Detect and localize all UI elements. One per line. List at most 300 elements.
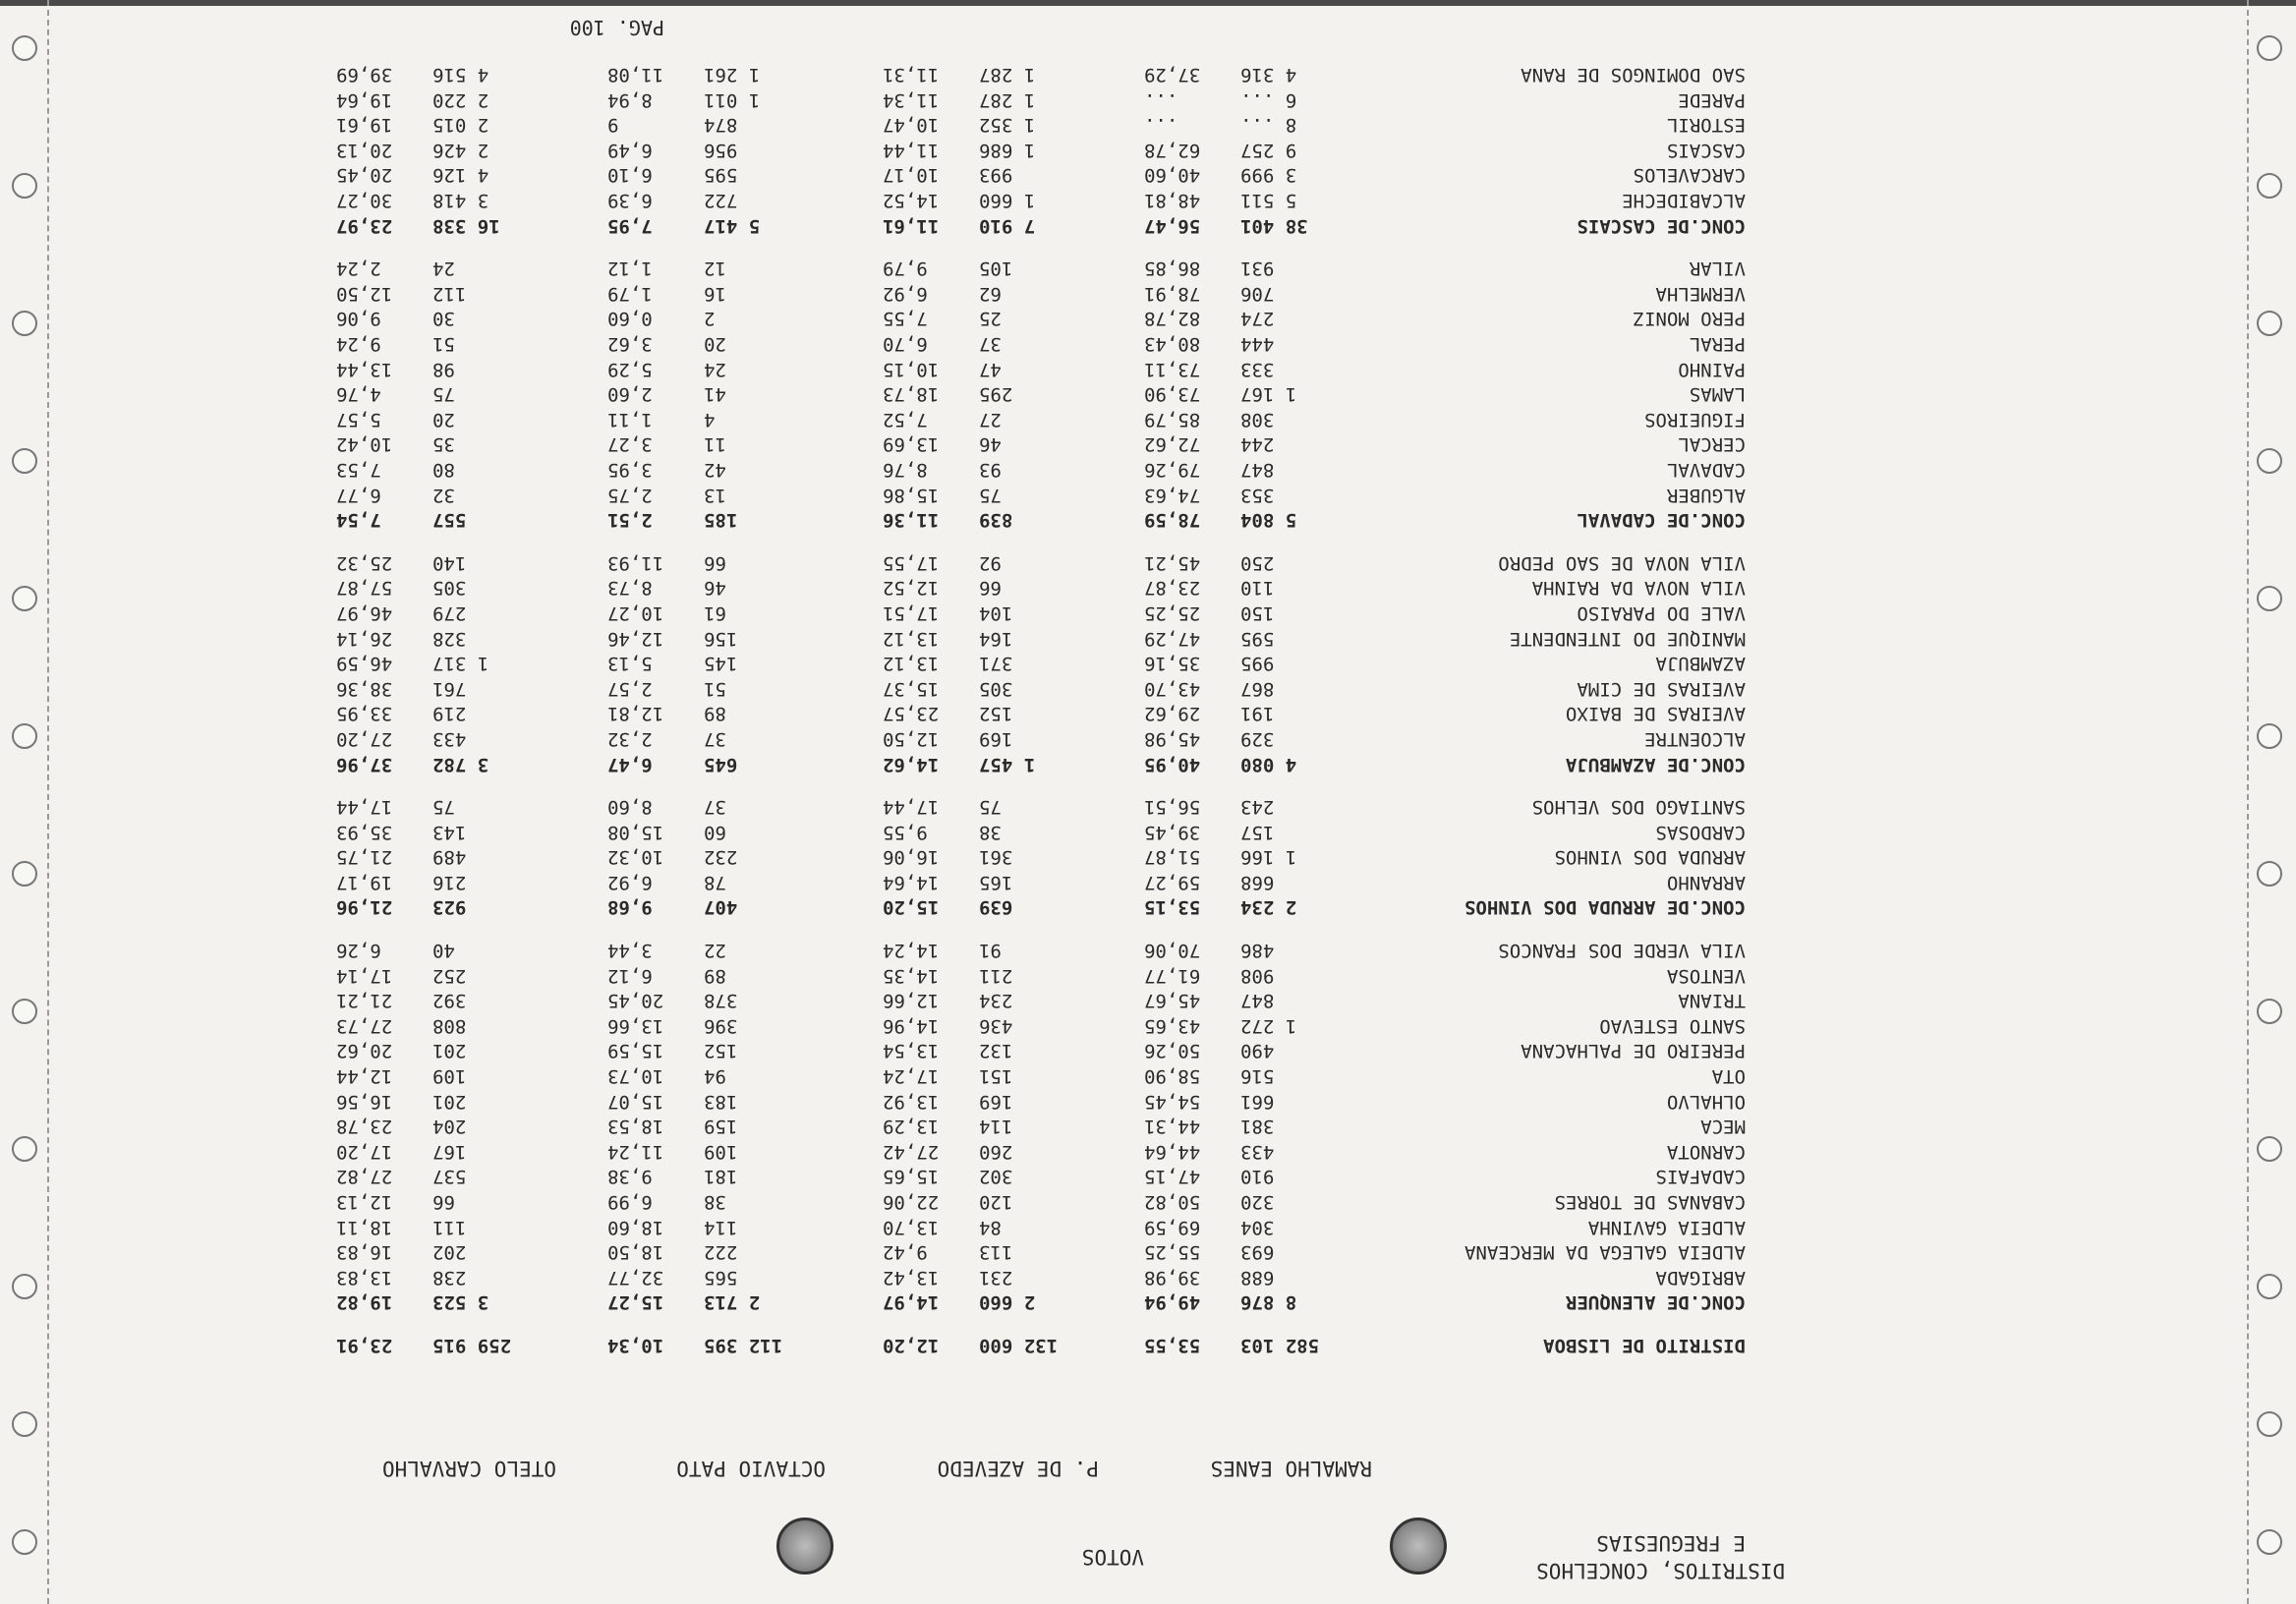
row-spacer — [0, 531, 2296, 548]
paper-top-edge — [0, 0, 2296, 6]
votes-cell: 60 — [704, 821, 726, 843]
votes-cell: 3 782 — [432, 753, 489, 775]
row-spacer — [0, 1313, 2296, 1331]
percent-cell: 11,44 — [883, 139, 940, 161]
percent-cell: 11,24 — [607, 1140, 664, 1163]
percent-cell: 13,70 — [883, 1216, 940, 1238]
percent-cell: 45,98 — [1144, 727, 1201, 750]
parish-name: CONC.DE CASCAIS — [1577, 214, 1746, 237]
table-row — [0, 1137, 2296, 1163]
percent-cell: 6,47 — [607, 753, 653, 775]
votes-cell: 159 — [704, 1116, 738, 1138]
votes-cell: 114 — [979, 1116, 1013, 1138]
votes-cell: 250 — [1240, 551, 1275, 574]
table-row — [0, 1163, 2296, 1188]
parish-name: PAREDE — [1678, 88, 1746, 111]
percent-cell: 20,13 — [336, 139, 393, 161]
votes-cell: 2 713 — [704, 1291, 761, 1314]
tractor-hole — [2257, 35, 2282, 61]
parish-name: TRIANA — [1678, 990, 1746, 1012]
percent-cell: 10,15 — [883, 358, 940, 380]
percent-cell: 10,27 — [607, 602, 664, 624]
votes-cell: 2 015 — [432, 114, 489, 137]
votes-cell: 152 — [979, 703, 1013, 725]
percent-cell: 17,24 — [883, 1065, 940, 1088]
votes-cell: 3 418 — [432, 190, 489, 212]
votes-cell: 61 — [704, 602, 726, 624]
votes-cell: 761 — [432, 677, 467, 700]
votes-cell: 30 — [432, 308, 455, 330]
table-row — [0, 1037, 2296, 1062]
votes-cell: 111 — [432, 1216, 467, 1238]
votes-cell: 114 — [704, 1216, 738, 1238]
table-row — [0, 111, 2296, 137]
votes-cell: 1 011 — [704, 88, 761, 111]
percent-cell: 78,91 — [1144, 282, 1201, 305]
parish-name: DISTRITO DE LISBOA — [1543, 1335, 1746, 1356]
votes-cell: 908 — [1240, 964, 1275, 987]
percent-cell: 12,13 — [336, 1191, 393, 1214]
parish-name: CERCAL — [1678, 433, 1746, 456]
table-row — [0, 724, 2296, 750]
percent-cell: ... — [1144, 88, 1178, 111]
percent-cell: 86,85 — [1144, 258, 1201, 280]
percent-cell: 5,29 — [607, 358, 653, 380]
votes-cell: 113 — [979, 1241, 1013, 1264]
candidate-otelo-carvalho: OTELO CARVALHO — [381, 1457, 556, 1480]
percent-cell: 45,21 — [1144, 551, 1201, 574]
votes-cell: 1 287 — [979, 64, 1036, 86]
table-row — [0, 987, 2296, 1012]
percent-cell: 13,92 — [883, 1090, 940, 1113]
table-row — [0, 1011, 2296, 1037]
votes-cell: 4 126 — [432, 164, 489, 187]
votes-cell: 688 — [1240, 1266, 1275, 1289]
parish-name: FIGUEIROS — [1644, 408, 1746, 430]
percent-cell: 1,12 — [607, 258, 653, 280]
votes-cell: 910 — [1240, 1166, 1275, 1188]
votes-cell: 112 395 — [704, 1335, 783, 1356]
votes-cell: 302 — [979, 1166, 1013, 1188]
votes-cell: 490 — [1240, 1040, 1275, 1062]
page-number: PAG. 100 — [569, 16, 664, 39]
percent-cell: 6,70 — [883, 333, 928, 356]
votes-cell: 75 — [979, 796, 1002, 819]
table-row — [0, 455, 2296, 481]
votes-cell: 305 — [432, 577, 467, 600]
percent-cell: 3,62 — [607, 333, 653, 356]
parish-name: MANIQUE DO INTENDENTE — [1509, 627, 1746, 650]
percent-cell: 57,87 — [336, 577, 393, 600]
tractor-hole — [2257, 1529, 2282, 1555]
table-row — [0, 818, 2296, 843]
percent-cell: 46,59 — [336, 653, 393, 675]
votes-cell: 407 — [704, 896, 738, 919]
votes-cell: 62 — [979, 282, 1002, 305]
parish-name: ARRANHO — [1666, 871, 1746, 893]
votes-cell: 304 — [1240, 1216, 1275, 1238]
percent-cell: 10,42 — [336, 433, 393, 456]
votes-cell: 37 — [704, 796, 726, 819]
parish-name: OLHALVO — [1666, 1090, 1746, 1113]
percent-cell: 14,64 — [883, 871, 940, 893]
percent-cell: 1,79 — [607, 282, 653, 305]
percent-cell: 1,11 — [607, 408, 653, 430]
percent-cell: 18,53 — [607, 1116, 664, 1138]
votes-cell: 956 — [704, 139, 738, 161]
percent-cell: ... — [1144, 114, 1178, 137]
percent-cell: 9,55 — [883, 821, 928, 843]
table-row — [0, 405, 2296, 430]
percent-cell: 2,75 — [607, 484, 653, 506]
percent-cell: 7,54 — [336, 509, 381, 532]
parish-name: AVEIRAS DE BAIXO — [1565, 703, 1746, 725]
percent-cell: 22,06 — [883, 1191, 940, 1214]
votes-cell: 93 — [979, 459, 1002, 481]
percent-cell: 37,96 — [336, 753, 393, 775]
parish-name: CADAFAIS — [1655, 1166, 1746, 1188]
votes-cell: 931 — [1240, 258, 1275, 280]
subtotal-row — [0, 1289, 2296, 1314]
votes-cell: 645 — [704, 753, 738, 775]
votes-cell: 91 — [979, 940, 1002, 962]
votes-cell: 516 — [1240, 1065, 1275, 1088]
percent-cell: 12,50 — [336, 282, 393, 305]
votes-cell: 3 523 — [432, 1291, 489, 1314]
votes-cell: 16 338 — [432, 214, 500, 237]
votes-cell: 42 — [704, 459, 726, 481]
votes-cell: 216 — [432, 871, 467, 893]
votes-cell: 80 — [432, 459, 455, 481]
percent-cell: 6,99 — [607, 1191, 653, 1214]
percent-cell: 20,45 — [607, 990, 664, 1012]
percent-cell: 50,26 — [1144, 1040, 1201, 1062]
votes-cell: 24 — [432, 258, 455, 280]
votes-cell: 25 — [979, 308, 1002, 330]
parish-name: ALDEIA GAVINHA — [1587, 1216, 1746, 1238]
percent-cell: 9,79 — [883, 258, 928, 280]
votes-cell: 4 516 — [432, 64, 489, 86]
votes-cell: 537 — [432, 1166, 467, 1188]
votes-cell: 66 — [432, 1191, 455, 1214]
percent-cell: 21,21 — [336, 990, 393, 1012]
votes-cell: 244 — [1240, 433, 1275, 456]
votes-cell: 668 — [1240, 871, 1275, 893]
votes-cell: 132 — [979, 1040, 1013, 1062]
percent-cell: 32,77 — [607, 1266, 664, 1289]
percent-cell: 53,15 — [1144, 896, 1201, 919]
votes-cell: 169 — [979, 1090, 1013, 1113]
votes-cell: 92 — [979, 551, 1002, 574]
votes-cell: 1 167 — [1240, 383, 1297, 406]
percent-cell: 23,78 — [336, 1116, 393, 1138]
row-header-title-line1: DISTRITOS, CONCELHOS — [1536, 1559, 1785, 1582]
percent-cell: 17,14 — [336, 964, 393, 987]
parish-name: CONC.DE AZAMBUJA — [1565, 753, 1746, 775]
percent-cell: 40,60 — [1144, 164, 1201, 187]
percent-cell: 47,29 — [1144, 627, 1201, 650]
percent-cell: 19,64 — [336, 88, 393, 111]
parish-name: VILA NOVA DA RAINHA — [1531, 577, 1746, 600]
percent-cell: 23,91 — [336, 1335, 393, 1356]
percent-cell: 12,66 — [883, 990, 940, 1012]
parish-name: VERMELHA — [1655, 282, 1746, 305]
votes-cell: 231 — [979, 1266, 1013, 1289]
votes-cell: 595 — [1240, 627, 1275, 650]
subtotal-row — [0, 750, 2296, 775]
table-row — [0, 355, 2296, 380]
percent-cell: 12,20 — [883, 1335, 940, 1356]
votes-cell: 152 — [704, 1040, 738, 1062]
votes-cell: 1 166 — [1240, 846, 1297, 869]
percent-cell: 9 — [607, 114, 619, 137]
votes-cell: 6 ... — [1240, 88, 1297, 111]
votes-cell: 22 — [704, 940, 726, 962]
percent-cell: 15,27 — [607, 1291, 664, 1314]
table-row — [0, 548, 2296, 574]
percent-cell: 30,27 — [336, 190, 393, 212]
percent-cell: 55,25 — [1144, 1241, 1201, 1264]
votes-cell: 433 — [1240, 1140, 1275, 1163]
percent-cell: 73,90 — [1144, 383, 1201, 406]
percent-cell: 18,11 — [336, 1216, 393, 1238]
parish-name: ALGUBER — [1666, 484, 1746, 506]
parish-name: CASCAIS — [1666, 139, 1746, 161]
table-row — [0, 1213, 2296, 1238]
table-row — [0, 186, 2296, 211]
percent-cell: 79,26 — [1144, 459, 1201, 481]
votes-cell: 202 — [432, 1241, 467, 1264]
votes-cell: 3 999 — [1240, 164, 1297, 187]
votes-cell: 993 — [979, 164, 1013, 187]
percent-cell: 10,47 — [883, 114, 940, 137]
percent-cell: 2,51 — [607, 509, 653, 532]
table-row — [0, 161, 2296, 187]
percent-cell: 50,82 — [1144, 1191, 1201, 1214]
candidate-ramalho-eanes: RAMALHO EANES — [1210, 1457, 1372, 1480]
votes-cell: 381 — [1240, 1116, 1275, 1138]
votes-cell: 489 — [432, 846, 467, 869]
percent-cell: 43,70 — [1144, 677, 1201, 700]
votes-cell: 150 — [1240, 602, 1275, 624]
votes-cell: 201 — [432, 1090, 467, 1113]
percent-cell: 17,20 — [336, 1140, 393, 1163]
percent-cell: 9,68 — [607, 896, 653, 919]
parish-name: ALDEIA GALEGA DA MERCEANA — [1464, 1241, 1746, 1264]
votes-cell: 232 — [704, 846, 738, 869]
percent-cell: 56,47 — [1144, 214, 1201, 237]
percent-cell: 15,08 — [607, 821, 664, 843]
percent-cell: 7,95 — [607, 214, 653, 237]
table-row — [0, 380, 2296, 406]
percent-cell: 12,52 — [883, 577, 940, 600]
votes-cell: 46 — [979, 433, 1002, 456]
percent-cell: 80,43 — [1144, 333, 1201, 356]
votes-cell: 1 660 — [979, 190, 1036, 212]
votes-cell: 557 — [432, 509, 467, 532]
parish-name: VILAR — [1689, 258, 1746, 280]
votes-cell: 486 — [1240, 940, 1275, 962]
parish-name: ARRUDA DOS VINHOS — [1554, 846, 1746, 869]
votes-cell: 722 — [704, 190, 738, 212]
percent-cell: 8,60 — [607, 796, 653, 819]
parish-name: CONC.DE ARRUDA DOS VINHOS — [1464, 896, 1746, 919]
percent-cell: 12,50 — [883, 727, 940, 750]
percent-cell: 7,53 — [336, 459, 381, 481]
table-row — [0, 61, 2296, 86]
percent-cell: 51,87 — [1144, 846, 1201, 869]
parish-name: SANTIAGO DOS VELHOS — [1531, 796, 1746, 819]
percent-cell: 3,27 — [607, 433, 653, 456]
votes-cell: 839 — [979, 509, 1013, 532]
percent-cell: 10,17 — [883, 164, 940, 187]
table-row — [0, 1087, 2296, 1113]
votes-cell: 9 257 — [1240, 139, 1297, 161]
votes-cell: 75 — [979, 484, 1002, 506]
table-row — [0, 329, 2296, 355]
percent-cell: 46,97 — [336, 602, 393, 624]
percent-cell: 14,96 — [883, 1014, 940, 1037]
votes-cell: 105 — [979, 258, 1013, 280]
percent-cell: 13,44 — [336, 358, 393, 380]
votes-cell: 639 — [979, 896, 1013, 919]
percent-cell: 6,49 — [607, 139, 653, 161]
percent-cell: 6,10 — [607, 164, 653, 187]
percent-cell: 27,20 — [336, 727, 393, 750]
votes-cell: 333 — [1240, 358, 1275, 380]
votes-cell: 260 — [979, 1140, 1013, 1163]
votes-cell: 392 — [432, 990, 467, 1012]
table-row — [0, 1187, 2296, 1213]
votes-cell: 143 — [432, 821, 467, 843]
percent-cell: 27,82 — [336, 1166, 393, 1188]
percent-cell: 13,69 — [883, 433, 940, 456]
votes-cell: 5 417 — [704, 214, 761, 237]
row-spacer — [0, 919, 2296, 937]
percent-cell: 40,95 — [1144, 753, 1201, 775]
votes-cell: 40 — [432, 940, 455, 962]
tractor-hole — [12, 1529, 37, 1555]
percent-cell: 4,76 — [336, 383, 381, 406]
percent-cell: 10,73 — [607, 1065, 664, 1088]
votes-cell: 181 — [704, 1166, 738, 1188]
votes-cell: 98 — [432, 358, 455, 380]
table-row — [0, 674, 2296, 700]
votes-cell: 329 — [1240, 727, 1275, 750]
votes-cell: 66 — [704, 551, 726, 574]
percent-cell: 6,77 — [336, 484, 381, 506]
votes-cell: 222 — [704, 1241, 738, 1264]
percent-cell: 8,73 — [607, 577, 653, 600]
votes-cell: 151 — [979, 1065, 1013, 1088]
table-row — [0, 279, 2296, 305]
votes-cell: 923 — [432, 896, 467, 919]
percent-cell: 74,63 — [1144, 484, 1201, 506]
percent-cell: 14,62 — [883, 753, 940, 775]
votes-cell: 243 — [1240, 796, 1275, 819]
percent-cell: 17,44 — [883, 796, 940, 819]
votes-cell: 156 — [704, 627, 738, 650]
percent-cell: 3,44 — [607, 940, 653, 962]
votes-cell: 204 — [432, 1116, 467, 1138]
table-row — [0, 481, 2296, 506]
table-row — [0, 430, 2296, 456]
votes-cell: 112 — [432, 282, 467, 305]
votes-cell: 145 — [704, 653, 738, 675]
votes-cell: 94 — [704, 1065, 726, 1088]
parish-name: VILA VERDE DOS FRANCOS — [1498, 940, 1746, 962]
votes-cell: 78 — [704, 871, 726, 893]
votes-cell: 38 401 — [1240, 214, 1308, 237]
votes-cell: 219 — [432, 703, 467, 725]
percent-cell: 58,90 — [1144, 1065, 1201, 1088]
table-row — [0, 650, 2296, 675]
percent-cell: 85,79 — [1144, 408, 1201, 430]
votes-cell: 1 686 — [979, 139, 1036, 161]
votes-cell: 7 910 — [979, 214, 1036, 237]
votes-cell: 320 — [1240, 1191, 1275, 1214]
votes-cell: 84 — [979, 1216, 1002, 1238]
votes-cell: 2 — [704, 308, 716, 330]
parish-name: ESTORIL — [1666, 114, 1746, 137]
seal-stamp-right — [776, 1518, 833, 1575]
votes-cell: 1 352 — [979, 114, 1036, 137]
table-row — [0, 1238, 2296, 1264]
percent-cell: 5,57 — [336, 408, 381, 430]
votes-cell: 693 — [1240, 1241, 1275, 1264]
votes-cell: 75 — [432, 796, 455, 819]
votes-cell: 109 — [432, 1065, 467, 1088]
parish-name: CARCAVELOS — [1633, 164, 1746, 187]
percent-cell: 21,75 — [336, 846, 393, 869]
percent-cell: 2,60 — [607, 383, 653, 406]
votes-cell: 46 — [704, 577, 726, 600]
percent-cell: 39,98 — [1144, 1266, 1201, 1289]
percent-cell: 20,45 — [336, 164, 393, 187]
votes-cell: 8 876 — [1240, 1291, 1297, 1314]
parish-name: CADAVAL — [1666, 459, 1746, 481]
parish-name: CARDOSAS — [1655, 821, 1746, 843]
votes-cell: 2 220 — [432, 88, 489, 111]
votes-cell: 444 — [1240, 333, 1275, 356]
percent-cell: 8,94 — [607, 88, 653, 111]
votes-cell: 89 — [704, 703, 726, 725]
parish-name: ABRIGADA — [1655, 1266, 1746, 1289]
parish-name: VILA NOVA DE SAO PEDRO — [1498, 551, 1746, 574]
votes-cell: 1 287 — [979, 88, 1036, 111]
percent-cell: 11,36 — [883, 509, 940, 532]
percent-cell: 27,42 — [883, 1140, 940, 1163]
percent-cell: 47,15 — [1144, 1166, 1201, 1188]
votes-cell: 259 915 — [432, 1335, 512, 1356]
percent-cell: 16,06 — [883, 846, 940, 869]
percent-cell: 29,62 — [1144, 703, 1201, 725]
votes-cell: 4 — [704, 408, 716, 430]
percent-cell: 6,12 — [607, 964, 653, 987]
percent-cell: 37,29 — [1144, 64, 1201, 86]
percent-cell: 72,62 — [1144, 433, 1201, 456]
percent-cell: 12,81 — [607, 703, 664, 725]
votes-cell: 104 — [979, 602, 1013, 624]
tractor-hole — [12, 1411, 37, 1437]
votes-cell: 191 — [1240, 703, 1275, 725]
percent-cell: 16,56 — [336, 1090, 393, 1113]
percent-cell: 15,65 — [883, 1166, 940, 1188]
percent-cell: 39,45 — [1144, 821, 1201, 843]
parish-name: VENTOSA — [1666, 964, 1746, 987]
votes-cell: 305 — [979, 677, 1013, 700]
percent-cell: 35,93 — [336, 821, 393, 843]
